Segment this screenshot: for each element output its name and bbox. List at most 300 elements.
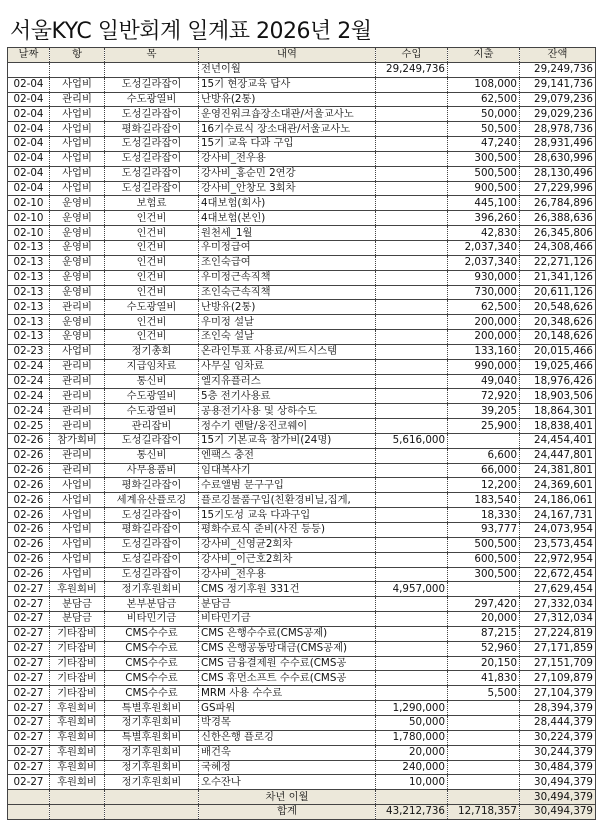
cell-subcategory: 도성길라잡이	[105, 151, 199, 166]
cell-balance: 22,271,126	[520, 255, 596, 270]
table-row	[8, 730, 596, 745]
cell-subcategory: 통신비	[105, 448, 199, 463]
cell-subcategory: 정기후원회비	[105, 745, 199, 760]
cell-balance: 24,381,801	[520, 463, 596, 478]
cell-income	[376, 270, 448, 285]
cell-income	[376, 226, 448, 241]
cell-subcategory: 도성길라잡이	[105, 567, 199, 582]
cell-expense: 396,260	[448, 211, 520, 226]
cell-description: 조인숙급여	[199, 255, 376, 270]
cell-description: 강사비_전우용	[199, 151, 376, 166]
cell-balance: 29,029,236	[520, 107, 596, 122]
cell-category: 사업비	[50, 137, 105, 152]
cell-expense: 62,500	[448, 92, 520, 107]
cell-balance: 24,454,401	[520, 433, 596, 448]
cell-date: 02-26	[8, 478, 50, 493]
cell-category: 관리비	[50, 463, 105, 478]
next-carryover-row	[8, 790, 596, 805]
cell-date: 02-27	[8, 775, 50, 790]
cell-category: 사업비	[50, 567, 105, 582]
cell-description: 사무실 임차료	[199, 359, 376, 374]
cell-category: 관리비	[50, 389, 105, 404]
cell-date: 02-26	[8, 508, 50, 523]
cell-category: 후원회비	[50, 582, 105, 597]
cell-balance: 24,369,601	[520, 478, 596, 493]
table-row	[8, 92, 596, 107]
cell-date: 02-13	[8, 255, 50, 270]
cell-balance: 27,312,034	[520, 612, 596, 627]
cell-expense: 50,000	[448, 107, 520, 122]
page-title: 서울KYC 일반회계 일계표 2026년 2월	[10, 19, 372, 44]
cell-category: 사업비	[50, 523, 105, 538]
cell-description: CMS 금융결제원 수수료(CMS공	[199, 656, 376, 671]
cell-category: 운영비	[50, 211, 105, 226]
cell-date: 02-27	[8, 582, 50, 597]
table-row	[8, 330, 596, 345]
cell-balance: 20,548,626	[520, 300, 596, 315]
cell-income	[376, 641, 448, 656]
cell-date: 02-27	[8, 641, 50, 656]
table-row	[8, 433, 596, 448]
cell-expense: 18,330	[448, 508, 520, 523]
total-income: 43,212,736	[376, 805, 448, 820]
cell-expense: 66,000	[448, 463, 520, 478]
cell-income	[376, 300, 448, 315]
table-row	[8, 107, 596, 122]
cell-income: 20,000	[376, 745, 448, 760]
cell-balance: 18,976,426	[520, 374, 596, 389]
cell-description: 운영진워크숍장소대관/서울교사노	[199, 107, 376, 122]
ledger-table	[7, 47, 596, 820]
cell-description: 우미정급여	[199, 240, 376, 255]
cell-description: CMS 은행수수료(CMS공제)	[199, 626, 376, 641]
cell-subcategory: 인건비	[105, 270, 199, 285]
cell-balance: 26,345,806	[520, 226, 596, 241]
cell-subcategory: 수도광열비	[105, 404, 199, 419]
cell-expense: 300,500	[448, 567, 520, 582]
cell-date: 02-13	[8, 300, 50, 315]
cell-balance: 29,141,736	[520, 77, 596, 92]
cell-subcategory: 수도광열비	[105, 389, 199, 404]
carryover-balance: 29,249,736	[520, 62, 596, 77]
cell-income	[376, 671, 448, 686]
cell-category: 후원회비	[50, 730, 105, 745]
cell-balance: 20,348,626	[520, 315, 596, 330]
cell-expense: 300,500	[448, 151, 520, 166]
cell-date: 02-04	[8, 92, 50, 107]
cell-subcategory: 도성길라잡이	[105, 433, 199, 448]
cell-balance: 23,573,454	[520, 537, 596, 552]
cell-expense: 133,160	[448, 344, 520, 359]
table-row	[8, 419, 596, 434]
cell-income	[376, 656, 448, 671]
cell-description: 배건욱	[199, 745, 376, 760]
cell-description: CMS 정기후원 331건	[199, 582, 376, 597]
cell-category: 관리비	[50, 404, 105, 419]
cell-date: 02-27	[8, 656, 50, 671]
cell-income	[376, 122, 448, 137]
cell-income	[376, 344, 448, 359]
cell-category: 관리비	[50, 300, 105, 315]
cell-description: 강사비_안창모 3회차	[199, 181, 376, 196]
cell-income	[376, 448, 448, 463]
cell-income	[376, 374, 448, 389]
cell-income	[376, 389, 448, 404]
cell-expense: 200,000	[448, 330, 520, 345]
cell-income	[376, 508, 448, 523]
cell-description: 4대보험(본인)	[199, 211, 376, 226]
table-row	[8, 211, 596, 226]
cell-balance: 27,332,034	[520, 597, 596, 612]
cell-description: 공용전기사용 및 상하수도	[199, 404, 376, 419]
cell-income	[376, 107, 448, 122]
table-row	[8, 745, 596, 760]
cell-subcategory: 도성길라잡이	[105, 552, 199, 567]
cell-subcategory: CMS수수료	[105, 626, 199, 641]
cell-income	[376, 478, 448, 493]
cell-expense: 72,920	[448, 389, 520, 404]
cell-income	[376, 493, 448, 508]
cell-balance: 18,864,301	[520, 404, 596, 419]
cell-category: 기타잡비	[50, 626, 105, 641]
cell-balance: 30,244,379	[520, 745, 596, 760]
cell-subcategory: 정기후원회비	[105, 760, 199, 775]
cell-income	[376, 137, 448, 152]
cell-subcategory: 지급임차료	[105, 359, 199, 374]
cell-income: 10,000	[376, 775, 448, 790]
cell-category: 운영비	[50, 196, 105, 211]
cell-expense: 200,000	[448, 315, 520, 330]
table-row	[8, 240, 596, 255]
cell-date: 02-27	[8, 626, 50, 641]
cell-date: 02-27	[8, 612, 50, 627]
cell-category: 사업비	[50, 166, 105, 181]
cell-income	[376, 330, 448, 345]
cell-expense: 500,500	[448, 166, 520, 181]
cell-date: 02-26	[8, 433, 50, 448]
cell-description: 오수잔나	[199, 775, 376, 790]
cell-subcategory: 비타민기금	[105, 612, 199, 627]
cell-subcategory: 인건비	[105, 285, 199, 300]
cell-category: 사업비	[50, 552, 105, 567]
cell-description: 난방유(2통)	[199, 92, 376, 107]
cell-category: 운영비	[50, 285, 105, 300]
cell-description: 16기수료식 장소대관/서울교사노	[199, 122, 376, 137]
cell-subcategory: CMS수수료	[105, 686, 199, 701]
cell-date: 02-24	[8, 404, 50, 419]
cell-subcategory: 특별후원회비	[105, 701, 199, 716]
table-row	[8, 359, 596, 374]
cell-balance: 27,151,709	[520, 656, 596, 671]
cell-date: 02-04	[8, 137, 50, 152]
table-row	[8, 226, 596, 241]
cell-date: 02-10	[8, 226, 50, 241]
table-row	[8, 715, 596, 730]
cell-subcategory: 평화길라잡이	[105, 122, 199, 137]
cell-subcategory: 인건비	[105, 255, 199, 270]
next-carryover-balance: 30,494,379	[520, 790, 596, 805]
total-balance: 30,494,379	[520, 805, 596, 820]
cell-expense	[448, 701, 520, 716]
cell-subcategory: 특별후원회비	[105, 730, 199, 745]
cell-description: 난방유(2통)	[199, 300, 376, 315]
cell-balance: 24,308,466	[520, 240, 596, 255]
cell-expense	[448, 433, 520, 448]
cell-description: 강사비_전우용	[199, 567, 376, 582]
cell-expense: 297,420	[448, 597, 520, 612]
cell-income: 4,957,000	[376, 582, 448, 597]
cell-balance: 27,171,859	[520, 641, 596, 656]
header-category: 항	[50, 48, 105, 63]
cell-balance: 24,186,061	[520, 493, 596, 508]
cell-income: 240,000	[376, 760, 448, 775]
cell-balance: 24,167,731	[520, 508, 596, 523]
cell-category: 운영비	[50, 315, 105, 330]
cell-subcategory: 정기후원회비	[105, 582, 199, 597]
cell-date: 02-23	[8, 344, 50, 359]
table-row	[8, 181, 596, 196]
cell-subcategory: 도성길라잡이	[105, 107, 199, 122]
cell-income	[376, 240, 448, 255]
cell-date: 02-10	[8, 196, 50, 211]
cell-description: 박경목	[199, 715, 376, 730]
cell-subcategory: 인건비	[105, 211, 199, 226]
cell-subcategory: 평화길라잡이	[105, 478, 199, 493]
cell-description: 평화수료식 준비(사진 등등)	[199, 523, 376, 538]
cell-income	[376, 166, 448, 181]
cell-subcategory: 본부분담금	[105, 597, 199, 612]
cell-subcategory: 도성길라잡이	[105, 537, 199, 552]
table-row	[8, 344, 596, 359]
header-balance: 잔액	[520, 48, 596, 63]
cell-date: 02-26	[8, 537, 50, 552]
cell-category: 사업비	[50, 107, 105, 122]
table-row	[8, 537, 596, 552]
cell-balance: 28,444,379	[520, 715, 596, 730]
cell-income: 1,780,000	[376, 730, 448, 745]
cell-expense: 47,240	[448, 137, 520, 152]
cell-expense: 900,500	[448, 181, 520, 196]
cell-income	[376, 315, 448, 330]
table-header-row	[8, 48, 596, 63]
table-row	[8, 315, 596, 330]
carryover-label: 전년이월	[199, 62, 376, 77]
cell-date: 02-04	[8, 122, 50, 137]
total-row	[8, 805, 596, 820]
cell-expense: 2,037,340	[448, 255, 520, 270]
cell-date: 02-26	[8, 493, 50, 508]
cell-expense	[448, 715, 520, 730]
cell-expense: 52,960	[448, 641, 520, 656]
cell-subcategory: CMS수수료	[105, 671, 199, 686]
cell-balance: 29,079,236	[520, 92, 596, 107]
cell-category: 후원회비	[50, 701, 105, 716]
cell-balance: 18,903,506	[520, 389, 596, 404]
cell-subcategory: 수도광열비	[105, 300, 199, 315]
cell-category: 참가회비	[50, 433, 105, 448]
cell-date: 02-25	[8, 419, 50, 434]
cell-income	[376, 196, 448, 211]
cell-subcategory: CMS수수료	[105, 641, 199, 656]
cell-subcategory: 수도광열비	[105, 92, 199, 107]
cell-expense: 93,777	[448, 523, 520, 538]
total-expense: 12,718,357	[448, 805, 520, 820]
cell-date: 02-24	[8, 389, 50, 404]
cell-income	[376, 626, 448, 641]
cell-balance: 28,630,996	[520, 151, 596, 166]
cell-description: 강사비_신영균2회차	[199, 537, 376, 552]
cell-date: 02-27	[8, 686, 50, 701]
cell-expense: 6,600	[448, 448, 520, 463]
cell-description: 원천세_1월	[199, 226, 376, 241]
cell-subcategory: 정기후원회비	[105, 715, 199, 730]
cell-category: 후원회비	[50, 760, 105, 775]
cell-expense: 990,000	[448, 359, 520, 374]
cell-category: 기타잡비	[50, 641, 105, 656]
cell-subcategory: 도성길라잡이	[105, 137, 199, 152]
cell-date: 02-04	[8, 77, 50, 92]
cell-category: 기타잡비	[50, 656, 105, 671]
cell-category: 운영비	[50, 255, 105, 270]
cell-description: MRM 사용 수수료	[199, 686, 376, 701]
cell-category: 운영비	[50, 270, 105, 285]
total-label: 합계	[199, 805, 376, 820]
cell-date: 02-26	[8, 463, 50, 478]
cell-description: 강사비_이근호2회차	[199, 552, 376, 567]
cell-expense: 500,500	[448, 537, 520, 552]
cell-expense	[448, 582, 520, 597]
cell-description: 15기 현장교육 답사	[199, 77, 376, 92]
cell-category: 관리비	[50, 92, 105, 107]
cell-subcategory: 도성길라잡이	[105, 508, 199, 523]
cell-balance: 26,388,636	[520, 211, 596, 226]
cell-income: 50,000	[376, 715, 448, 730]
cell-expense: 12,200	[448, 478, 520, 493]
cell-balance: 27,224,819	[520, 626, 596, 641]
cell-date: 02-26	[8, 523, 50, 538]
cell-category: 사업비	[50, 151, 105, 166]
table-row	[8, 567, 596, 582]
cell-balance: 28,931,496	[520, 137, 596, 152]
cell-subcategory: 인건비	[105, 226, 199, 241]
cell-category: 사업비	[50, 478, 105, 493]
header-subcategory: 목	[105, 48, 199, 63]
cell-subcategory: CMS수수료	[105, 656, 199, 671]
cell-income	[376, 597, 448, 612]
table-row	[8, 760, 596, 775]
cell-date: 02-24	[8, 359, 50, 374]
cell-category: 사업비	[50, 181, 105, 196]
cell-balance: 24,447,801	[520, 448, 596, 463]
cell-expense: 183,540	[448, 493, 520, 508]
cell-date: 02-04	[8, 166, 50, 181]
table-row	[8, 270, 596, 285]
table-row	[8, 478, 596, 493]
table-row	[8, 508, 596, 523]
cell-balance: 24,073,954	[520, 523, 596, 538]
cell-balance: 26,784,896	[520, 196, 596, 211]
cell-balance: 28,130,496	[520, 166, 596, 181]
cell-date: 02-26	[8, 552, 50, 567]
cell-category: 운영비	[50, 330, 105, 345]
table-row	[8, 493, 596, 508]
cell-description: 신한은행 플로깅	[199, 730, 376, 745]
table-row	[8, 523, 596, 538]
cell-date: 02-26	[8, 448, 50, 463]
table-row	[8, 448, 596, 463]
cell-date: 02-13	[8, 240, 50, 255]
cell-date: 02-27	[8, 671, 50, 686]
cell-description: 임대복사기	[199, 463, 376, 478]
table-row	[8, 463, 596, 478]
table-row	[8, 255, 596, 270]
cell-balance: 20,015,466	[520, 344, 596, 359]
cell-date: 02-27	[8, 715, 50, 730]
cell-expense: 50,500	[448, 122, 520, 137]
cell-date: 02-27	[8, 745, 50, 760]
cell-description: 비타민기금	[199, 612, 376, 627]
cell-date: 02-13	[8, 270, 50, 285]
cell-expense: 730,000	[448, 285, 520, 300]
cell-description: 우미정근속직책	[199, 270, 376, 285]
cell-income	[376, 255, 448, 270]
cell-expense: 445,100	[448, 196, 520, 211]
cell-category: 사업비	[50, 77, 105, 92]
cell-expense: 42,830	[448, 226, 520, 241]
cell-expense: 108,000	[448, 77, 520, 92]
cell-income	[376, 523, 448, 538]
cell-balance: 22,972,954	[520, 552, 596, 567]
table-row	[8, 656, 596, 671]
cell-subcategory: 사무용품비	[105, 463, 199, 478]
cell-balance: 30,224,379	[520, 730, 596, 745]
cell-income	[376, 285, 448, 300]
cell-description: 4대보험(회사)	[199, 196, 376, 211]
cell-income	[376, 567, 448, 582]
cell-category: 관리비	[50, 419, 105, 434]
cell-description: 엘지유플러스	[199, 374, 376, 389]
cell-description: 수료앨범 문구구입	[199, 478, 376, 493]
cell-expense: 600,500	[448, 552, 520, 567]
cell-category: 관리비	[50, 448, 105, 463]
cell-description: 15기 기본교육 참가비(24명)	[199, 433, 376, 448]
table-row	[8, 701, 596, 716]
cell-expense	[448, 775, 520, 790]
table-row	[8, 671, 596, 686]
carryover-row	[8, 62, 596, 77]
cell-expense: 5,500	[448, 686, 520, 701]
cell-category: 운영비	[50, 240, 105, 255]
table-row	[8, 612, 596, 627]
cell-category: 사업비	[50, 537, 105, 552]
cell-subcategory: 관리잡비	[105, 419, 199, 434]
cell-category: 후원회비	[50, 745, 105, 760]
cell-balance: 27,109,879	[520, 671, 596, 686]
cell-subcategory: 세계유산플로깅	[105, 493, 199, 508]
table-row	[8, 552, 596, 567]
cell-expense	[448, 745, 520, 760]
cell-description: 15기 교육 다과 구입	[199, 137, 376, 152]
table-row	[8, 597, 596, 612]
cell-description: 우미정 설날	[199, 315, 376, 330]
table-row	[8, 641, 596, 656]
cell-expense	[448, 760, 520, 775]
header-expense: 지출	[448, 48, 520, 63]
table-row	[8, 166, 596, 181]
cell-subcategory: 정기후원회비	[105, 775, 199, 790]
cell-description: 온라인투표 사용료/씨드시스템	[199, 344, 376, 359]
cell-category: 관리비	[50, 359, 105, 374]
